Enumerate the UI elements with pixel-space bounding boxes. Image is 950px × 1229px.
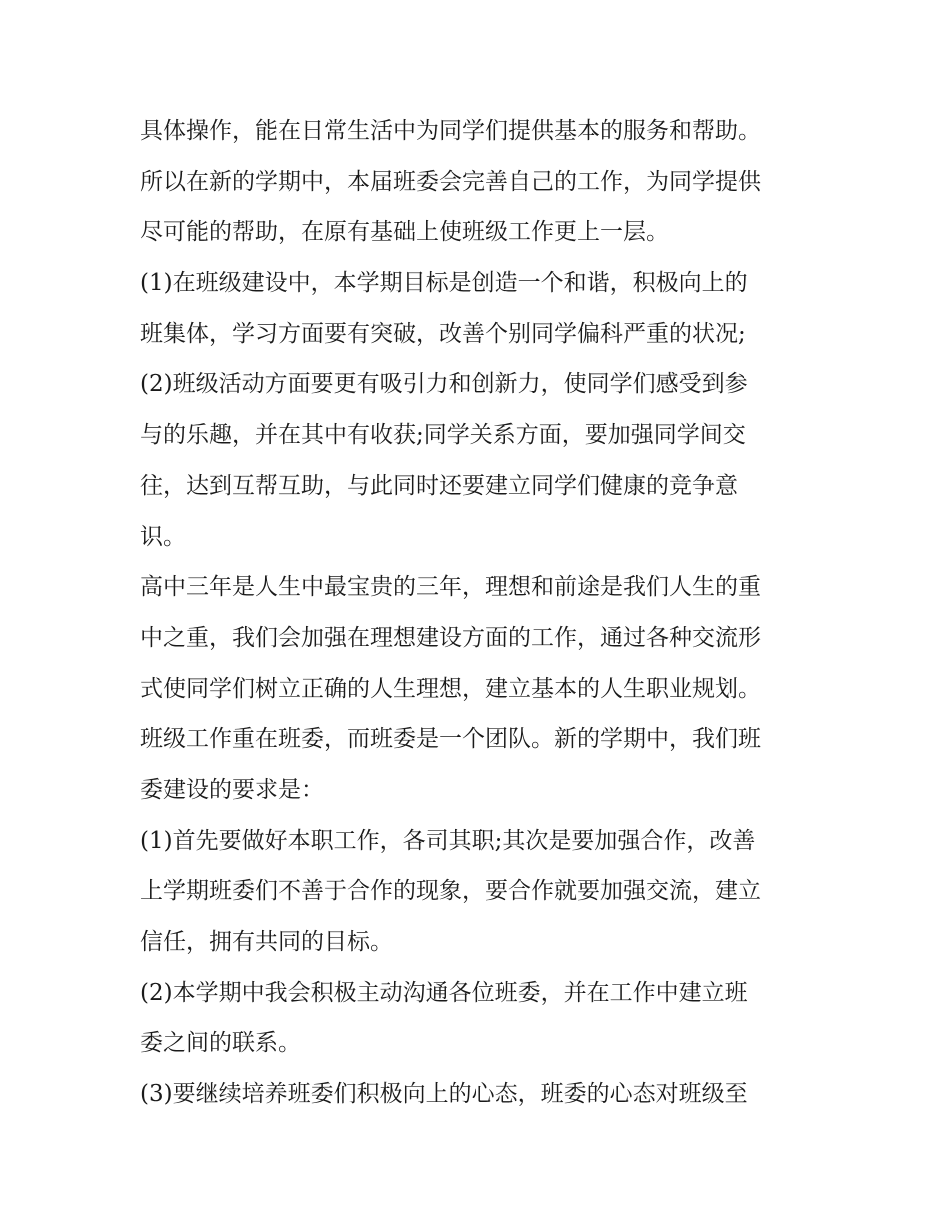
text-line: (2)班级活动方面要更有吸引力和创新力，使同学们感受到参 <box>140 371 748 398</box>
text-line: 班集体，学习方面要有突破，改善个别同学偏科严重的状况; <box>140 320 746 347</box>
text-line: 与的乐趣，并在其中有收获;同学关系方面，要加强同学间交 <box>140 422 746 449</box>
document-body <box>140 106 820 1120</box>
text-line: 信任，拥有共同的目标。 <box>140 929 393 955</box>
text-line: 中之重，我们会加强在理想建设方面的工作，通过各种交流形 <box>140 624 761 651</box>
text-line: 高中三年是人生中最宝贵的三年，理想和前途是我们人生的重 <box>140 574 761 601</box>
text-line: 班级工作重在班委，而班委是一个团队。新的学期中，我们班 <box>140 726 761 753</box>
text-line: 所以在新的学期中，本届班委会完善自己的工作，为同学提供 <box>140 168 761 195</box>
text-line: 往，达到互帮互助，与此同时还要建立同学们健康的竞争意 <box>140 472 738 499</box>
text-line: 上学期班委们不善于合作的现象，要合作就要加强交流，建立 <box>140 878 761 905</box>
text-line: (3)要继续培养班委们积极向上的心态，班委的心态对班级至 <box>140 1081 748 1108</box>
text-line: 具体操作，能在日常生活中为同学们提供基本的服务和帮助。 <box>140 118 761 144</box>
text-line: 式使同学们树立正确的人生理想，建立基本的人生职业规划。 <box>140 675 761 702</box>
text-line: (2)本学期中我会积极主动沟通各位班委，并在工作中建立班 <box>140 979 748 1006</box>
text-line: 委建设的要求是： <box>140 776 324 803</box>
text-line: 尽可能的帮助，在原有基础上使班级工作更上一层。 <box>140 219 669 246</box>
text-line: 识。 <box>140 523 186 550</box>
text-line: 委之间的联系。 <box>140 1030 301 1057</box>
text-line: (1)首先要做好本职工作，各司其职;其次是要加强合作，改善 <box>140 827 756 854</box>
text-line: (1)在班级建设中，本学期目标是创造一个和谐，积极向上的 <box>140 270 748 297</box>
